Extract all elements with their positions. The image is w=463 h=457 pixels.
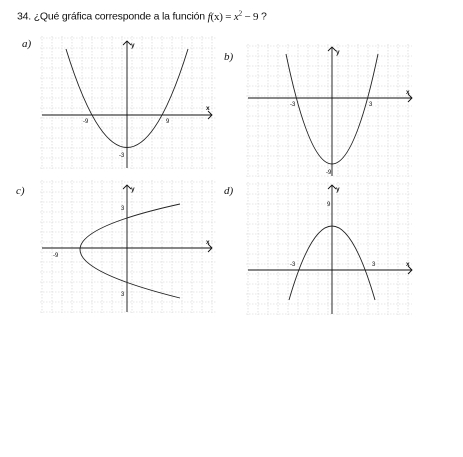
option-a-label: a) (22, 38, 32, 50)
question-prompt: ¿Qué gráfica corresponde a la función (33, 10, 205, 23)
x-axis-label: x (206, 239, 210, 246)
y-axis-label: y (336, 186, 340, 193)
tick-label: 9 (166, 119, 170, 125)
x-axis-label: x (406, 89, 410, 96)
x-axis-label: x (406, 261, 410, 268)
tick-label: -3 (290, 102, 296, 108)
question-text (17, 9, 267, 23)
option-c-curve (80, 204, 180, 298)
function-argument: (x) (210, 10, 223, 23)
function-exponent: 2 (238, 9, 242, 17)
tick-label: 3 (121, 206, 125, 212)
x-axis-label: x (206, 105, 210, 112)
grid-lines (40, 36, 216, 169)
tick-label: 3 (372, 262, 376, 268)
grid-lines (40, 180, 216, 313)
tick-label: -9 (326, 170, 332, 176)
tick-label: -9 (53, 253, 59, 259)
equals-sign: = (225, 10, 232, 23)
tick-label: 9 (327, 202, 331, 208)
function-name: f (207, 10, 211, 23)
tick-label: 3 (369, 102, 373, 108)
tick-label: -3 (119, 153, 125, 159)
option-b-label: b) (224, 51, 234, 63)
question-number: 34. (17, 10, 31, 23)
y-axis-label: y (131, 186, 135, 193)
y-axis-label: y (336, 49, 340, 56)
option-a-graph (40, 36, 220, 171)
function-expression (208, 11, 259, 23)
y-axis-label: y (131, 42, 135, 49)
option-c-graph (40, 180, 220, 315)
option-b-graph (246, 44, 416, 179)
option-d-graph (246, 182, 416, 317)
grid-lines (246, 44, 412, 177)
tick-label: -3 (290, 262, 296, 268)
option-c-label: c) (16, 185, 25, 197)
function-variable: x (233, 10, 239, 23)
function-constant: − 9 (244, 10, 259, 23)
tick-label: 3 (121, 292, 125, 298)
tick-label: -9 (83, 119, 89, 125)
question-mark: ? (261, 10, 267, 23)
option-d-label: d) (224, 185, 234, 197)
